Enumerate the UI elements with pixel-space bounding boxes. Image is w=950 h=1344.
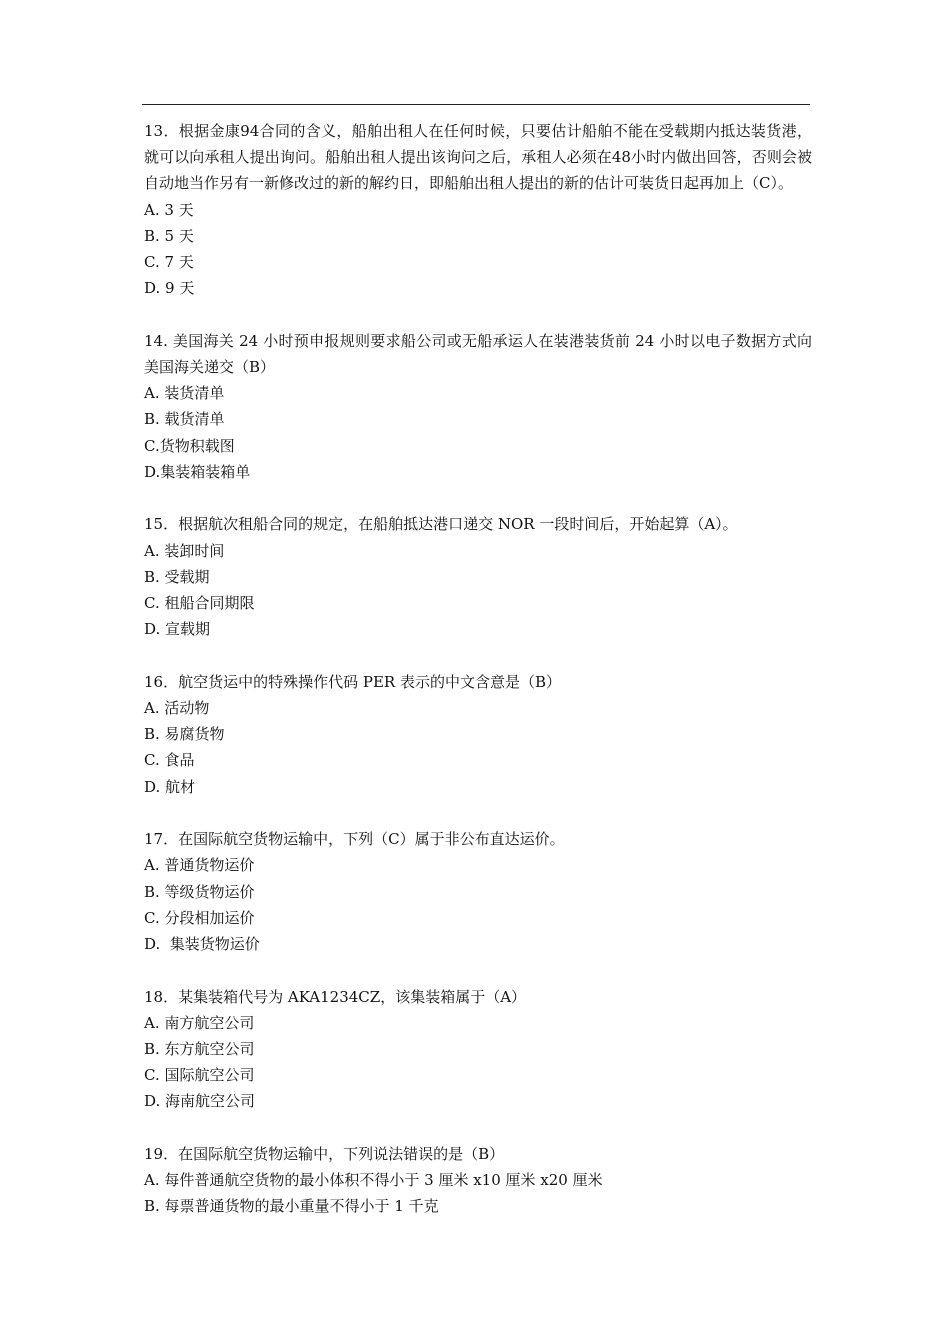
option-b: B. 每票普通货物的最小重量不得小于 1 千克 [144, 1197, 439, 1216]
option-b: B. 易腐货物 [144, 725, 225, 744]
option-b: B. 等级货物运价 [144, 882, 255, 901]
question-stem: 19．在国际航空货物运输中，下列说法错误的是（B） [144, 1145, 505, 1164]
option-c: C. 7 天 [144, 253, 194, 272]
option-a: A. 装货清单 [144, 384, 225, 403]
question-stem: 17．在国际航空货物运输中，下列（C）属于非公布直达运价。 [144, 830, 565, 849]
option-b: B. 5 天 [144, 226, 194, 245]
option-c: C. 食品 [144, 751, 195, 770]
option-d: D. 航材 [144, 777, 196, 796]
question-stem: 15．根据航次租船合同的规定，在船舶抵达港口递交 NOR 一段时间后，开始起算（A）。 [144, 515, 738, 534]
option-d: D.集装箱装箱单 [144, 462, 251, 481]
question-stem: 16．航空货运中的特殊操作代码 PER 表示的中文含意是（B） [144, 672, 561, 691]
option-a: A. 每件普通航空货物的最小体积不得小于 3 厘米 x10 厘米 x20 厘米 [144, 1171, 603, 1190]
option-a: A. 普通货物运价 [144, 856, 255, 875]
option-d: D. 集装货物运价 [144, 935, 260, 954]
option-d: D. 海南航空公司 [144, 1092, 256, 1111]
option-a: A. 装卸时间 [144, 541, 225, 560]
option-a: A. 南方航空公司 [144, 1013, 255, 1032]
question-stem: 18．某集装箱代号为 AKA1234CZ，该集装箱属于（A） [144, 987, 527, 1006]
question-stem: 14. 美国海关 24 小时预申报规则要求船公司或无船承运人在装港装货前 24 小时以电子数据方式向美国海关递交（B） [144, 331, 812, 377]
question-14 [144, 328, 812, 485]
option-d: D. 9 天 [144, 279, 195, 298]
question-stem: 13．根据金康94合同的含义，船舶出租人在任何时候，只要估计船舶不能在受载期内抵达装货港，就可以向承租人提出询问。船舶出租人提出该询问之后，承租人必须在48小时内做出回答，否则会被自动地当作另有一新修改过的新的解约日，即船舶出租人提出的新的估计可装货日起再加上（C）。 [144, 122, 812, 193]
option-b: B. 受载期 [144, 567, 210, 586]
option-d: D. 宣载期 [144, 620, 211, 639]
option-b: B. 东方航空公司 [144, 1040, 255, 1059]
question-15 [144, 511, 812, 642]
question-17 [144, 826, 812, 957]
question-19 [144, 1141, 812, 1220]
option-c: C.货物积载图 [144, 436, 235, 455]
option-a: A. 3 天 [144, 200, 194, 219]
question-13 [144, 118, 812, 301]
question-16 [144, 669, 812, 800]
question-list [144, 118, 812, 1246]
question-18 [144, 984, 812, 1115]
option-c: C. 国际航空公司 [144, 1066, 255, 1085]
header-rule [142, 104, 810, 105]
option-b: B. 载货清单 [144, 410, 225, 429]
option-c: C. 租船合同期限 [144, 594, 255, 613]
option-c: C. 分段相加运价 [144, 908, 255, 927]
option-a: A. 活动物 [144, 699, 210, 718]
